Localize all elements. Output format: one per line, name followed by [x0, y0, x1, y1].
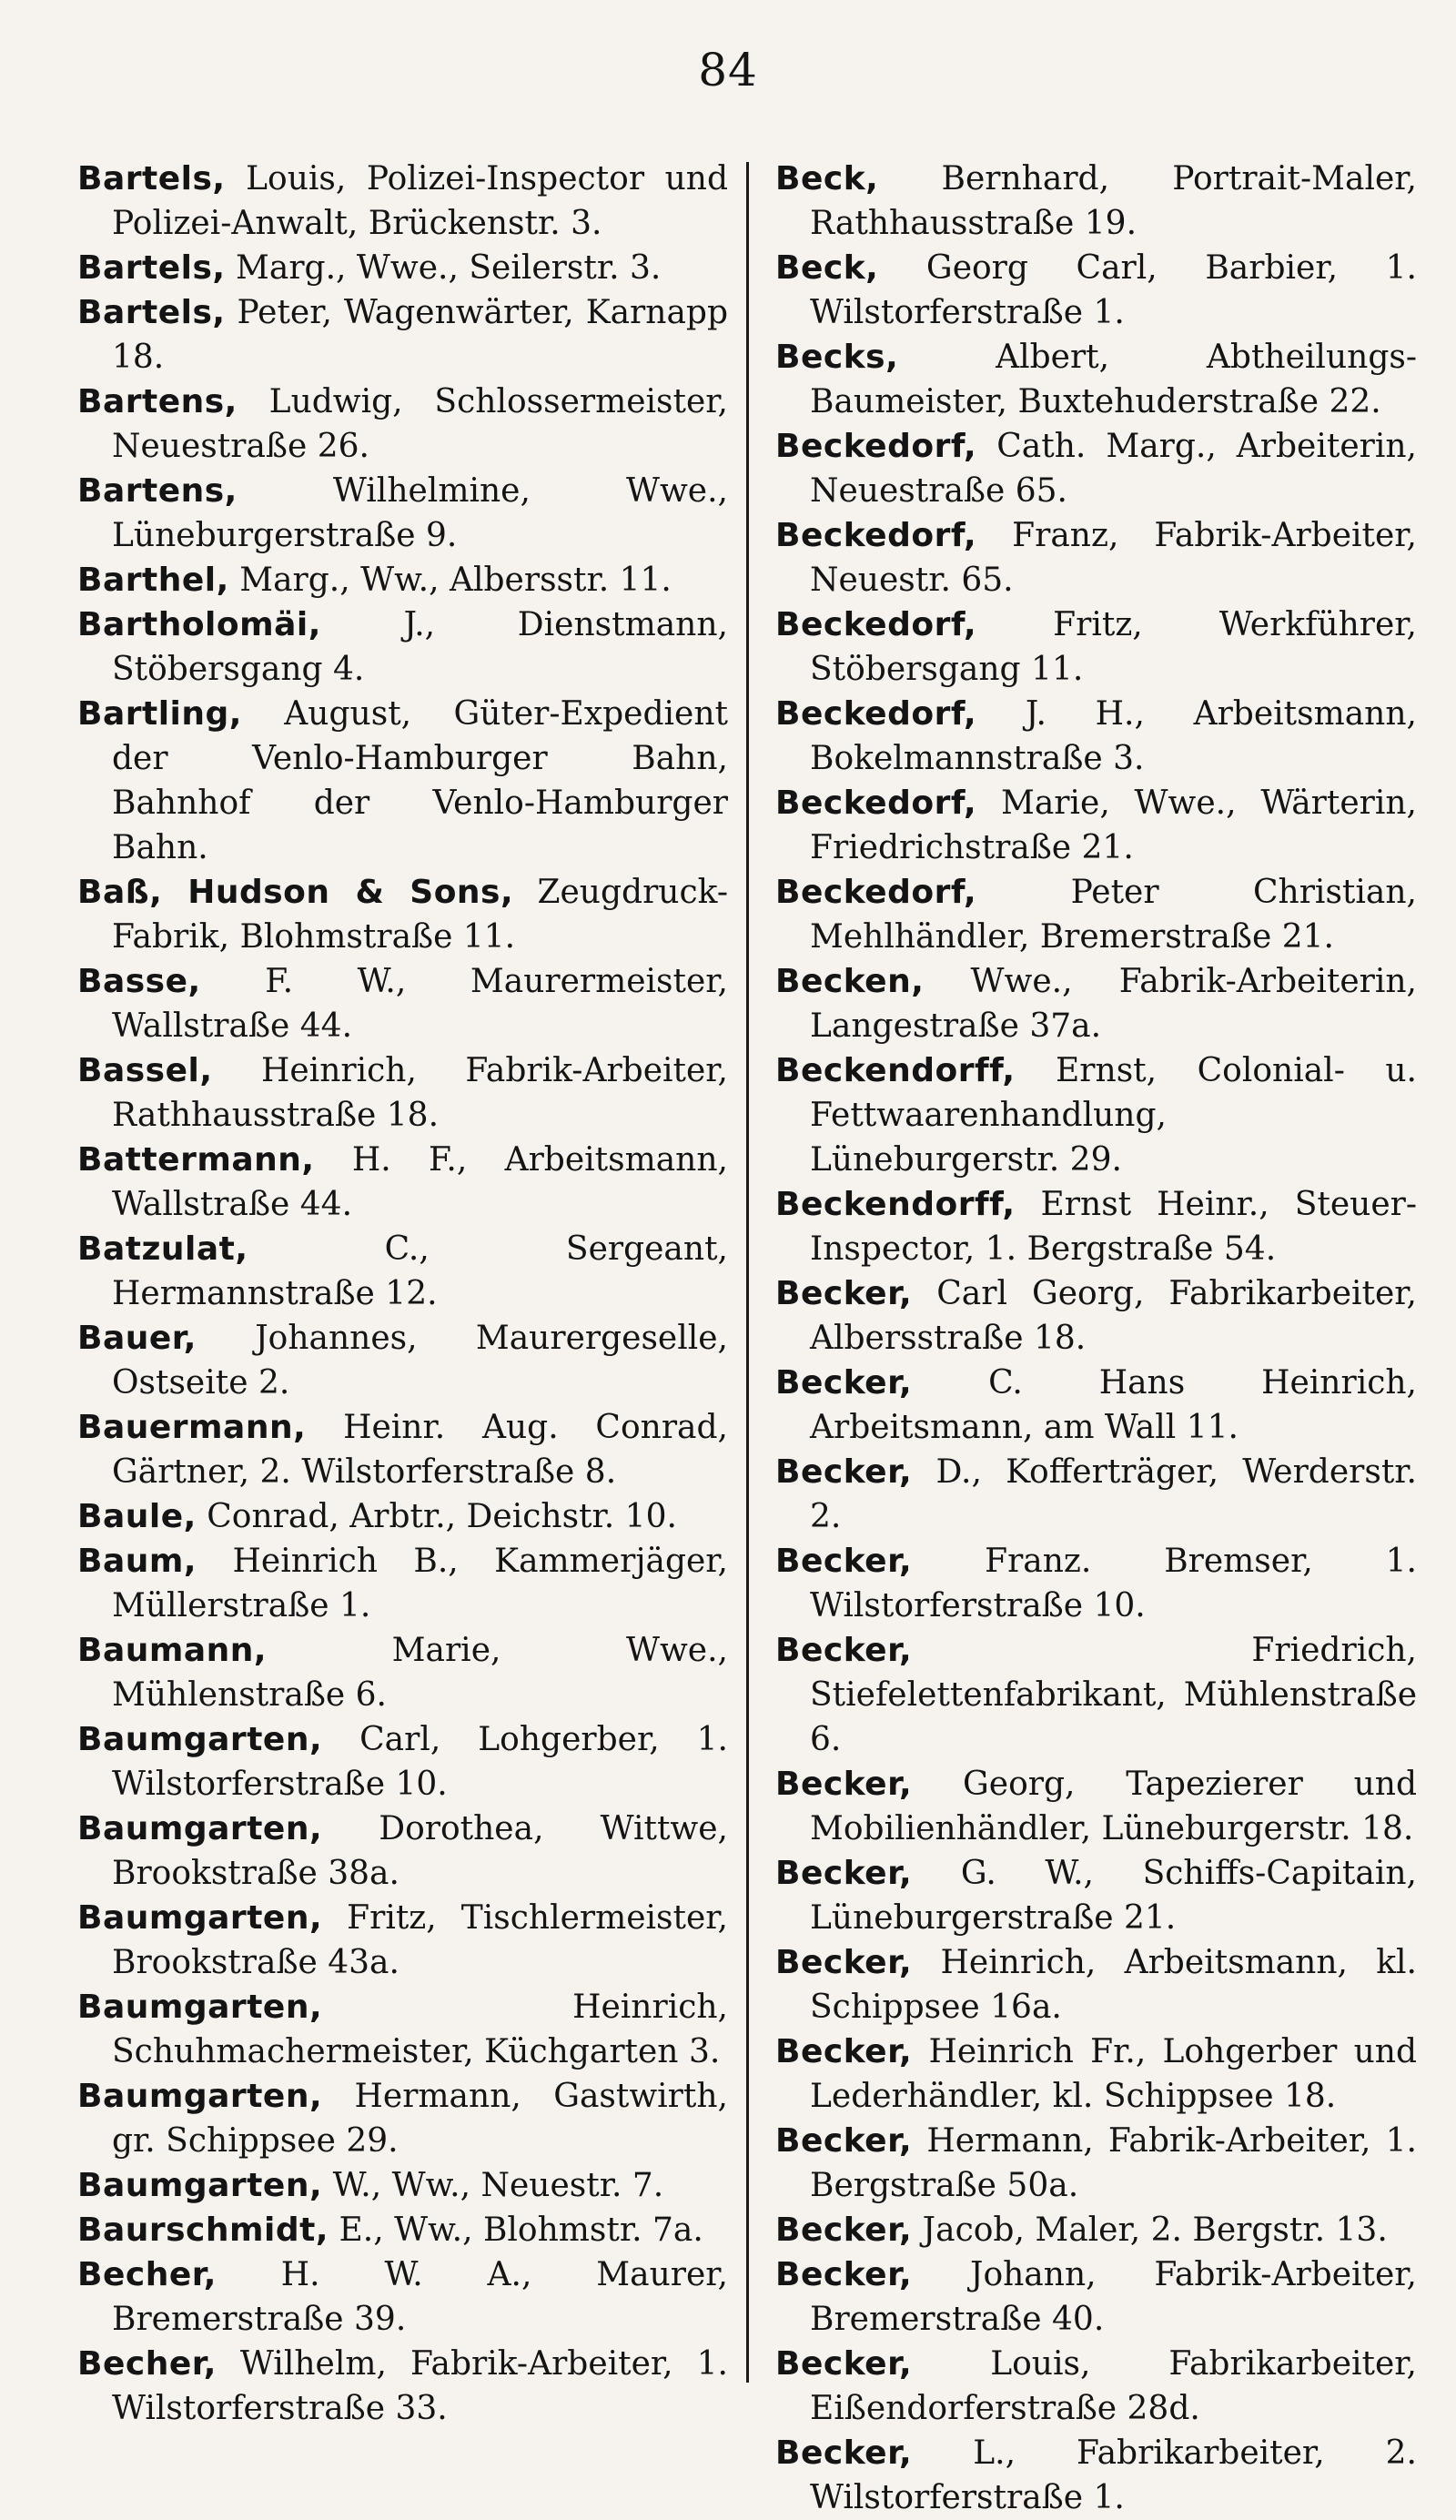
directory-entry — [775, 959, 1417, 1048]
entry-surname: Becher, — [77, 2256, 217, 2293]
entry-details: Marg., Ww., Albersstr. 11. — [228, 562, 672, 599]
entry-details: Ludwig, Schlossermeister, Neuestraße 26. — [112, 383, 728, 465]
entry-surname: Baumgarten, — [77, 1721, 323, 1758]
entry-details: D., Kofferträger, Werderstr. 2. — [810, 1453, 1417, 1535]
entry-surname: Beck, — [775, 249, 879, 287]
directory-entry — [77, 1539, 728, 1628]
entry-details: Hermann, Gastwirth, gr. Schippsee 29. — [112, 2078, 728, 2160]
directory-entry — [77, 1896, 728, 1985]
entry-details: Peter, Wagenwärter, Karnapp 18. — [112, 294, 728, 376]
directory-entry — [77, 290, 728, 380]
directory-entry — [775, 1851, 1417, 1940]
directory-entry — [775, 157, 1417, 246]
directory-entry — [775, 1271, 1417, 1361]
entry-details: E., Ww., Blohmstr. 7a. — [329, 2211, 703, 2249]
directory-entry — [775, 335, 1417, 424]
directory-entry — [77, 959, 728, 1048]
entry-surname: Baumgarten, — [77, 1810, 323, 1847]
entry-surname: Bauer, — [77, 1320, 197, 1357]
directory-entry — [77, 2342, 728, 2431]
entry-details: Cath. Marg., Arbeiterin, Neuestraße 65. — [810, 428, 1417, 510]
entry-details: Albert, Abtheilungs-Baumeister, Buxtehuderstraße 22. — [810, 339, 1417, 420]
entry-surname: Bassel, — [77, 1052, 213, 1089]
entry-surname: Beckedorf, — [775, 517, 977, 554]
entry-surname: Becken, — [775, 963, 925, 1000]
directory-entry — [775, 602, 1417, 692]
entry-details: Wilhelmine, Wwe., Lüneburgerstraße 9. — [112, 472, 728, 554]
entry-details: J. H., Arbeitsmann, Bokelmannstraße 3. — [810, 695, 1417, 777]
entry-surname: Beckedorf, — [775, 784, 977, 822]
entry-surname: Baumann, — [77, 1632, 268, 1669]
entry-surname: Becker, — [775, 1453, 913, 1491]
directory-entry — [77, 692, 728, 870]
directory-entry — [775, 246, 1417, 335]
directory-entry — [775, 781, 1417, 870]
entry-details: Marie, Wwe., Mühlenstraße 6. — [112, 1632, 728, 1714]
directory-entry — [77, 1717, 728, 1807]
entry-details: Louis, Fabrikarbeiter, Eißendorferstraße 28d. — [810, 2345, 1417, 2427]
entry-surname: Becker, — [775, 1543, 913, 1580]
directory-entry — [775, 1048, 1417, 1182]
entry-surname: Beckedorf, — [775, 695, 977, 733]
directory-entry — [775, 1628, 1417, 1762]
entry-details: Zeugdruck-Fabrik, Blohmstraße 11. — [112, 874, 728, 956]
directory-entry — [775, 1539, 1417, 1628]
entry-details: Peter Christian, Mehlhändler, Bremerstraße 21. — [810, 874, 1417, 956]
entry-details: Bernhard, Portrait-Maler, Rathhausstraße 19. — [810, 160, 1417, 242]
directory-entry — [77, 1628, 728, 1717]
entry-details: Franz, Fabrik-Arbeiter, Neuestr. 65. — [810, 517, 1417, 599]
directory-entry — [77, 246, 728, 290]
entry-details: Heinrich, Schuhmachermeister, Küchgarten 3. — [112, 1989, 728, 2070]
entry-details: Heinrich, Arbeitsmann, kl. Schippsee 16a. — [810, 1944, 1417, 2026]
directory-entry — [775, 2119, 1417, 2208]
entry-surname: Becker, — [775, 1275, 913, 1312]
entry-surname: Bartels, — [77, 249, 226, 287]
entry-details: Franz. Bremser, 1. Wilstorferstraße 10. — [810, 1543, 1417, 1624]
entry-surname: Baum, — [77, 1543, 197, 1580]
directory-entry — [77, 1227, 728, 1316]
entry-details: Conrad, Arbtr., Deichstr. 10. — [196, 1498, 677, 1535]
entry-details: Dorothea, Wittwe, Brookstraße 38a. — [112, 1810, 728, 1892]
entry-surname: Bartels, — [77, 160, 226, 197]
entry-surname: Beckendorff, — [775, 1052, 1016, 1089]
directory-entry — [775, 870, 1417, 959]
directory-entry — [77, 1494, 728, 1539]
entry-surname: Baurschmidt, — [77, 2211, 329, 2249]
entry-surname: Becker, — [775, 1766, 913, 1803]
entry-surname: Baumgarten, — [77, 2167, 323, 2204]
entry-details: Hermann, Fabrik-Arbeiter, 1. Bergstraße 50a. — [810, 2122, 1417, 2204]
entry-surname: Bartels, — [77, 294, 226, 331]
entry-details: Marg., Wwe., Seilerstr. 3. — [225, 249, 662, 287]
directory-entry — [775, 1762, 1417, 1851]
entry-details: Jacob, Maler, 2. Bergstr. 13. — [912, 2211, 1388, 2249]
directory-entry — [77, 1316, 728, 1405]
entry-details: C. Hans Heinrich, Arbeitsmann, am Wall 11. — [810, 1364, 1417, 1446]
entry-surname: Baule, — [77, 1498, 197, 1535]
entry-details: Wilhelm, Fabrik-Arbeiter, 1. Wilstorferstraße 33. — [112, 2345, 728, 2427]
entry-surname: Becker, — [775, 1944, 913, 1981]
directory-entry — [775, 2252, 1417, 2342]
directory-entry — [77, 2074, 728, 2163]
entry-details: C., Sergeant, Hermannstraße 12. — [112, 1230, 728, 1312]
entry-details: G. W., Schiffs-Capitain, Lüneburgerstraße 21. — [810, 1855, 1417, 1937]
entry-surname: Becks, — [775, 339, 899, 376]
right-column — [775, 157, 1417, 2520]
entry-details: H. F., Arbeitsmann, Wallstraße 44. — [112, 1141, 728, 1223]
directory-entry — [77, 2252, 728, 2342]
entry-details: Wwe., Fabrik-Arbeiterin, Langestraße 37a. — [810, 963, 1417, 1045]
entry-surname: Battermann, — [77, 1141, 315, 1179]
entry-surname: Becker, — [775, 2122, 913, 2160]
entry-details: Friedrich, Stiefelettenfabrikant, Mühlenstraße 6. — [810, 1632, 1417, 1758]
entry-details: Heinrich B., Kammerjäger, Müllerstraße 1. — [112, 1543, 728, 1624]
entry-details: Carl Georg, Fabrikarbeiter, Albersstraße 18. — [810, 1275, 1417, 1357]
entry-surname: Becker, — [775, 2033, 913, 2070]
entry-surname: Baß, Hudson & Sons, — [77, 874, 514, 911]
entry-surname: Bartling, — [77, 695, 242, 733]
directory-entry — [77, 558, 728, 602]
entry-details: W., Ww., Neuestr. 7. — [322, 2167, 664, 2204]
directory-entry — [77, 1138, 728, 1227]
entry-surname: Batzulat, — [77, 1230, 248, 1268]
directory-entry — [77, 870, 728, 959]
entry-details: F. W., Maurermeister, Wallstraße 44. — [112, 963, 728, 1045]
entry-details: Ernst, Colonial- u. Fettwaarenhandlung, Lüneburgerstr. 29. — [810, 1052, 1417, 1179]
entry-surname: Basse, — [77, 963, 201, 1000]
entry-details: Carl, Lohgerber, 1. Wilstorferstraße 10. — [112, 1721, 728, 1803]
directory-entry — [77, 469, 728, 558]
directory-entry — [775, 2431, 1417, 2520]
entry-surname: Beckedorf, — [775, 606, 977, 643]
directory-entry — [77, 1405, 728, 1494]
entry-details: Johannes, Maurergeselle, Ostseite 2. — [112, 1320, 728, 1402]
entry-surname: Beckendorff, — [775, 1186, 1016, 1223]
entry-surname: Bauermann, — [77, 1409, 307, 1446]
directory-entry — [77, 157, 728, 246]
entry-surname: Bartens, — [77, 383, 238, 420]
entry-details: Marie, Wwe., Wärterin, Friedrichstraße 21. — [810, 784, 1417, 866]
directory-entry — [77, 1048, 728, 1138]
entry-surname: Beck, — [775, 160, 879, 197]
directory-entry — [775, 692, 1417, 781]
page-number: 84 — [698, 44, 758, 96]
directory-entry — [77, 1807, 728, 1896]
entry-details: Ernst Heinr., Steuer-Inspector, 1. Bergstraße 54. — [810, 1186, 1417, 1268]
entry-surname: Baumgarten, — [77, 1899, 323, 1937]
entry-details: Fritz, Werkführer, Stöbersgang 11. — [810, 606, 1417, 688]
entry-surname: Bartholomäi, — [77, 606, 321, 643]
entry-details: Georg Carl, Barbier, 1. Wilstorferstraße 1. — [810, 249, 1417, 331]
entry-details: August, Güter-Expedient der Venlo-Hamburger Bahn, Bahnhof der Venlo-Hamburger Bahn. — [112, 695, 728, 866]
entry-surname: Becker, — [775, 1632, 913, 1669]
directory-entry — [775, 1940, 1417, 2029]
entry-details: Louis, Polizei-Inspector und Polizei-Anwalt, Brückenstr. 3. — [112, 160, 728, 242]
directory-entry — [775, 1450, 1417, 1539]
entry-surname: Bartens, — [77, 472, 238, 510]
entry-details: Heinrich Fr., Lohgerber und Lederhändler, kl. Schippsee 18. — [810, 2033, 1417, 2115]
directory-entry — [77, 602, 728, 692]
entry-surname: Becker, — [775, 2434, 913, 2472]
directory-entry — [775, 513, 1417, 602]
directory-entry — [77, 2208, 728, 2252]
directory-entry — [775, 1182, 1417, 1271]
entry-surname: Becker, — [775, 2211, 913, 2249]
directory-entry — [77, 1985, 728, 2074]
directory-entry — [775, 2342, 1417, 2431]
entry-details: L., Fabrikarbeiter, 2. Wilstorferstraße 1. — [810, 2434, 1417, 2516]
entry-surname: Baumgarten, — [77, 2078, 323, 2115]
entry-details: Georg, Tapezierer und Mobilienhändler, Lüneburgerstr. 18. — [810, 1766, 1417, 1847]
entry-details: Fritz, Tischlermeister, Brookstraße 43a. — [112, 1899, 728, 1981]
directory-entry — [77, 380, 728, 469]
directory-entry — [775, 2029, 1417, 2119]
entry-details: Heinr. Aug. Conrad, Gärtner, 2. Wilstorferstraße 8. — [112, 1409, 728, 1491]
entry-surname: Becher, — [77, 2345, 217, 2383]
entry-surname: Becker, — [775, 1855, 913, 1892]
entry-details: H. W. A., Maurer, Bremerstraße 39. — [112, 2256, 728, 2338]
entry-surname: Becker, — [775, 1364, 913, 1402]
entry-surname: Barthel, — [77, 562, 229, 599]
directory-entry — [775, 424, 1417, 513]
entry-surname: Baumgarten, — [77, 1989, 323, 2026]
entry-surname: Becker, — [775, 2256, 913, 2293]
left-column — [77, 157, 728, 2431]
entry-details: Heinrich, Fabrik-Arbeiter, Rathhausstraße 18. — [112, 1052, 728, 1134]
directory-entry — [775, 2208, 1417, 2252]
entry-surname: Beckedorf, — [775, 874, 977, 911]
directory-entry — [775, 1361, 1417, 1450]
directory-entry — [77, 2163, 728, 2208]
entry-surname: Beckedorf, — [775, 428, 977, 465]
column-divider — [746, 162, 749, 2383]
entry-surname: Becker, — [775, 2345, 913, 2383]
entry-details: Johann, Fabrik-Arbeiter, Bremerstraße 40. — [810, 2256, 1417, 2338]
entry-details: J., Dienstmann, Stöbersgang 4. — [112, 606, 728, 688]
